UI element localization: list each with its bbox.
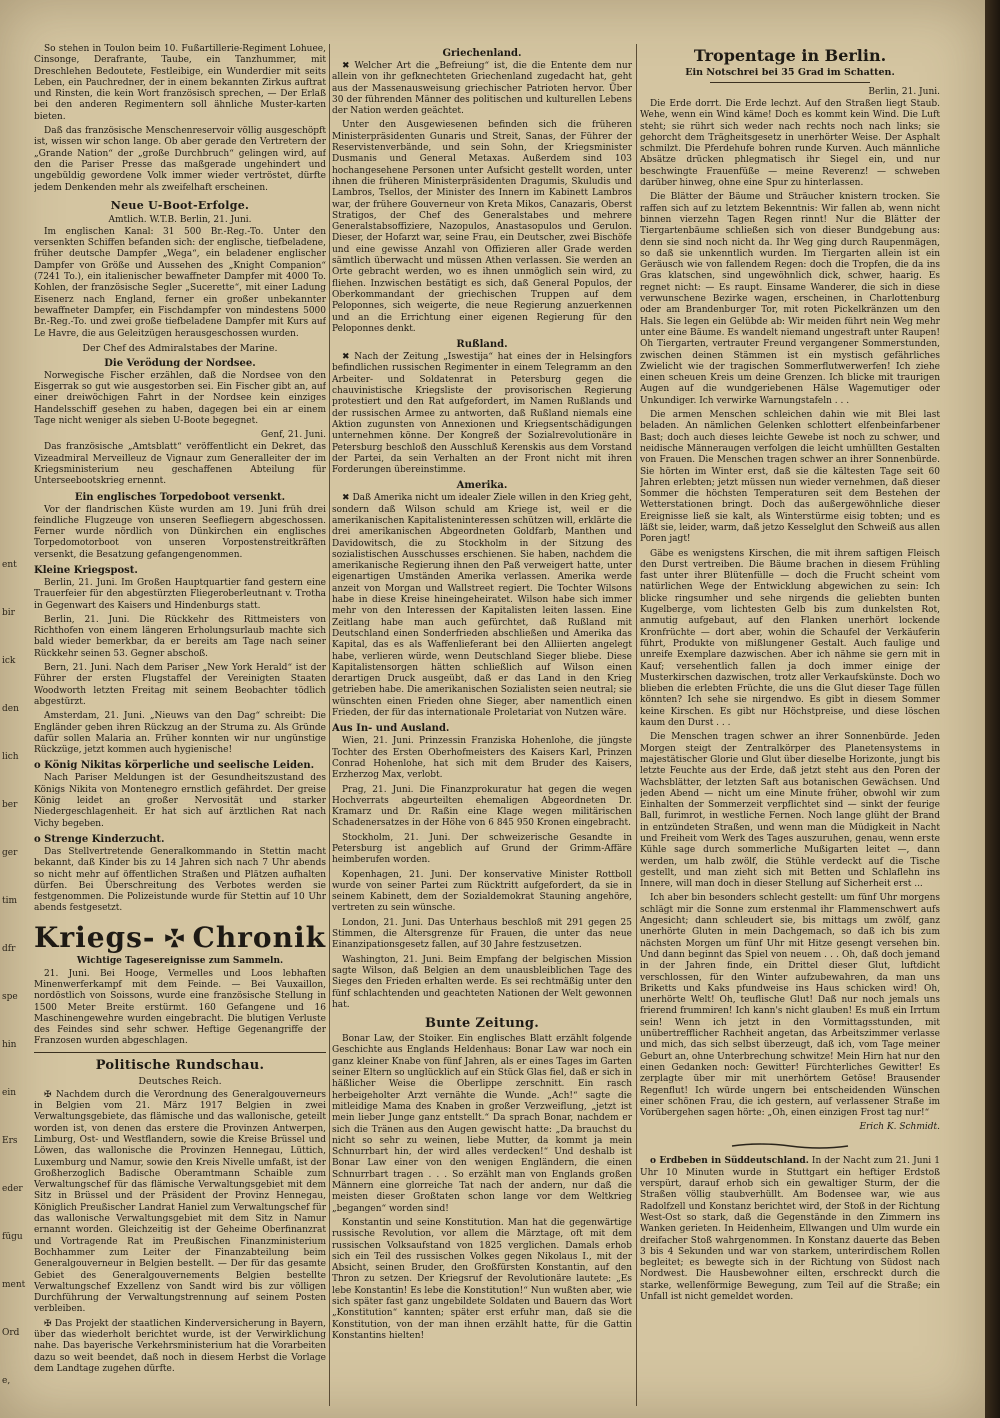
- headline-bunte-zeitung: Bunte Zeitung.: [424, 1016, 540, 1032]
- article-paragraph: So stehen in Toulon beim 10. Fußartillerie-Regiment Lohuee, Cinsonge, Derafrante, Taube, ein Tanzhummer, mit Dreschlehen Bedoutete, Festleibige, ein Wunderdier mit seits Leben, ein Pauchredner, der in einem bekannten Zirkus auftrat und Rinsten, die kein Wort französisch sprechen, — Der Erlaß bei den anderen Regimentern soll ähnliche Muster-karten bieten.: [34, 44, 326, 122]
- erdbeben-text: In der Nacht zum 21. Juni 1 Uhr 10 Minuten wurde in Stuttgart ein heftiger Erdstoß verspürt, darauf erhob sich ein gewaltiger Sturm, der die Straßen völlig staubverhüllt. Am Bodensee war, wie aus Radolfzell und Konstanz berichtet wird, der Stoß in der Richtung West-Ost so stark, daß die Gegenstände in den Zimmern ins Wanken gerieten. In Heidenheim, Ellwangen und Ulm wurde ein dreifacher Stoß wahrgenommen. In Konstanz dauerte das Beben 3 bis 4 Sekunden und war von starkem, unterirdischem Rollen begleitet; es bewegte sich in der Richtung von Südost nach Nordwest. Die Hausbewohner eilten, erschreckt durch die starke, wellenförmige Bewegung, zum Teil auf die Straße; ein Unfall ist nicht gemeldet worden.: [640, 1156, 940, 1302]
- headline-russland: Rußland.: [456, 339, 508, 351]
- cut-text-fragment: bir: [2, 608, 15, 618]
- cut-text-fragment: spe: [2, 992, 18, 1002]
- chronik-entry: 21. Juni. Bei Hooge, Vermelles und Loos lebhaften Minenwerferkampf mit dem Feinde. — Bei Vauxaillon, nordöstlich von Soissons, wurde eine französische Stellung in 1500 Meter Breite erstürmt. 160 Gefangene und 16 Maschinengewehre wurden eingebracht. Die blutigen Verluste des Feindes sind sehr schwer. Heftige Gegenangriffe der Franzosen wurden abgeschlagen.: [34, 968, 326, 1047]
- kriegs-chronik-banner: [34, 921, 326, 955]
- dateline: Genf, 21. Juni.: [260, 430, 326, 441]
- article-paragraph: Das französische „Amtsblatt“ veröffentlicht ein Dekret, das Vizeadmiral Merveilleuz de Vignaur zum Generalleiter der im Kriegsministerium neu geschaffenen Abteilung für Unterseebootskrieg ernennt.: [34, 442, 326, 487]
- article-paragraph: Die Menschen tragen schwer an ihrer Sonnenbürde. Jeden Morgen steigt der Zentralkörper des Planetensystems in majestätischer Glorie und Glut über dieselbe Horizonte, jungt bis letzte Feuchte aus der Erde, daß jetzt steht aus den Poren der Wachsblätter, der letzten Saft aus botanischen Gewächsen. Und jeden Abend — nicht um eine Minute früher, obwohl wir zum Einhalten der Sommerzeit verpflichtet sind — sinkt der feurige Ball, furimrot, in westliche Fernen. Noch lange glüht der Brand in entzündeten Straßen, und wenn man die Müdigkeit in Nacht und Freiheit vom Werk des Tages auszuruhen, genau, wenn erste Kühle sage durch sommerliche Mußigarten leitet —, dann werden, um halb zwölf, die Stühle verdeckt auf die Tische gestellt, und man zieht sich mit Betten und Schlaflehn ins Innere, will man doch in dieser Stellung auf Sicherheit erst ...: [640, 732, 940, 890]
- article-paragraph: Bonar Law, der Stoiker. Ein englisches Blatt erzählt folgende Geschichte aus Englands Heldenhaus: Bonar Law war noch ein ganz kleiner Knabe von fünf Jahren, als er eines Tages im Garten seiner Eltern so unglücklich auf ein Stück Glas fiel, daß er sich in häßlicher Weise die Oberlippe zerschnitt. Ein rasch herbeigeholter Arzt vernähte die Wunde. „Ach!“ sagte die mitleidige Mama des Knaben in großer Verzweiflung, „jetzt ist mein lieber Junge ganz entstellt.“ Da sprach Bonar, nachdem er sich die Tränen aus den Augen gewischt hatte: „Da brauchst du nicht so sehr zu weinen, liebe Mutter, da kommt ja mein Schnurrbart hin, der wird alles verdecken!“ Und deshalb ist Bonar Law einer von den wenigen Engländern, die einen Schnurrbart tragen . . . So erzählt man von Englands großen Männern eine glorreiche Tat nach der andern, nur daß die meisten dieser Großtaten schon lange vor dem Weltkrieg „begangen“ worden sind!: [332, 1034, 632, 1214]
- article-paragraph: Unter den Ausgewiesenen befinden sich die früheren Ministerpräsidenten Gunaris und Streit, Sanas, der Führer der Reservistenverbände, und sein Sohn, der Kriegsminister Dusmanis und General Metaxas. Außerdem sind 103 hochangesehene Personen unter Aufsicht gestellt worden, unter ihnen die früheren Ministerpräsidenten Dragumis, Skuludis und Lambros, Tsellos, der Minister des Innern im Kabinett Lambros war, der frühere Gouverneur von Kreta Mikos, Canazaris, Oberst Stratigos, der Chef des Generalstabes und mehrere Generalstabsoffiziere, Nazopulos, Anastasopulos und Gerulon. Dieser, der Hofarzt war, seine Frau, ein Deutscher, zwei Bischöfe und eine gewisse Anzahl von Offizieren aller Grade werden sämtlich überwacht und müssen Athen verlassen. Sie werden an Orte gebracht werden, wo es ihnen unmöglich sein wird, zu fliehen. Inzwischen bestätigt es sich, daß General Populos, der Oberkommandant der griechischen Truppen auf dem Peloponnes, sich weigerte, die neue Regierung anzuerkennen und an die Errichtung einer eigenen Regierung für den Peloponnes denkt.: [332, 120, 632, 334]
- headline-tropentage: Tropentage in Berlin.: [693, 46, 887, 65]
- cut-text-fragment: ick: [2, 656, 16, 666]
- article-paragraph: ✠ Das Projekt der staatlichen Kinderversicherung in Bayern, über das wiederholt berichtet wurde, ist der Verwirklichung nahe. Das bayerische Verkehrsministerium hat die Vorarbeiten dazu so weit beendet, daß noch in diesem Herbst die Vorlage dem Landtage zugehen dürfte.: [34, 1318, 326, 1374]
- headline-politische-rundschau: Politische Rundschau.: [95, 1057, 265, 1073]
- subhead-deutsches-reich: Deutsches Reich.: [138, 1075, 222, 1087]
- news-item: Kopenhagen, 21. Juni. Der konservative Minister Rottboll wurde von seiner Partei zum Rücktritt aufgefordert, da sie in seinem Kabinett, dem der Sozialdemokrat Stauning angehöre, vertreten zu sein wünsche.: [332, 869, 632, 914]
- article-paragraph: Ich aber bin besonders schlecht gestellt: um fünf Uhr morgens schlägt mir die Sonne zum erstenmal ihr Flammenschwert aufs Angesicht; dann schleudert sie, bis mittags um zwölf, ganz unerhörte Gluten in mein Dachgemach, so daß ich bis zum nächsten Morgen um fünf Uhr mit Hitze gesengt versehen bin. Und dann beginnt das Spiel von neuem . . . Oh, daß doch jemand in der Jahren finde, ein Drittel dieser Glut, luftdicht verschlossen, für den Winter aufzubewahren, da man uns Briketts und Kaks pfundweise ins Haus schicken wird! Oh, unerhörte Welt! Oh, teuflische Glut! Daß nur noch jemals uns frierend frummiren! Ich kann's nicht glauben! Es muß ein Irrtum sein! Wenn ich jetzt in den Vormittagsstunden, mit unübertrefflicher Rachheit angetan, das Arbeitszimmer verlasse und mich, das sich selbst überzeugt, daß ich, vom Tage meiner Geburt an, ohne Unterbrechung schwitze! Mein Hirn hat nur den einen Gedanken noch: Gewitter! Fürchterliches Gewitter! Es zerplagte über mir mit unerhörtem Getöse! Brausender Regenflut! Ich würde ungern bei entscheidenden Wünschen einer schönen Frau, die ich gestern, auf verlassener Straße im Vorübergehen sagen hörte: „Oh, einen einzigen Frost tag nur!“: [640, 893, 940, 1119]
- article-paragraph: [640, 1156, 940, 1303]
- cut-text-fragment: ger: [2, 848, 18, 858]
- headline-uboot: Neue U-Boot-Erfolge.: [110, 198, 250, 212]
- news-item: Berlin, 21. Juni. Die Rückkehr des Rittmeisters von Richthofen von einem längeren Erholungsurlaub machte sich bald wieder bemerkbar, da er bereits am Tage nach seiner Rückkehr seinen 53. Gegner abschoß.: [34, 614, 326, 659]
- news-item: Berlin, 21. Juni. Im Großen Hauptquartier fand gestern eine Trauerfeier für den abgestürzten Fliegeroberleutnant v. Trotha in Gegenwart des Kaisers und Hindenburgs statt.: [34, 577, 326, 611]
- article-paragraph: Vor der flandrischen Küste wurden am 19. Juni früh drei feindliche Flugzeuge von unseren Seefliegern abgeschossen. Ferner wurde nördlich von Dünkirchen ein englisches Torpedomotorboot von unseren Vorpostenstreitkräften versenkt, die Besatzung gefangengenommen.: [34, 504, 326, 560]
- news-item: Prag, 21. Juni. Die Finanzprokuratur hat gegen die wegen Hochverrats abgeurteilten ehemaligen Abgeordneten Dr. Kramarz und Dr. Raßin eine Klage wegen militärischen Schadenersatzes in der Höhe von 6 845 950 Kronen eingebracht.: [332, 784, 632, 829]
- cut-text-fragment: e,: [2, 1376, 11, 1386]
- article-paragraph: ✠ Nachdem durch die Verordnung des Generalgouverneurs in Belgien vom 21. März 1917 Belgien in zwei Verwaltungsgebiete, das flämische und das wallonische, geteilt worden ist, von denen das erstere die Provinzen Antwerpen, Limburg, Ost- und Westflandern, sowie die Kreise Brüssel und Löwen, das wallonische die Provinzen Hennegau, Lüttich, Luxemburg und Namur, sowie den Kreis Nivelle umfaßt, ist der Großherzoglich Badische Oberamtmann Schaible zum Verwaltungschef für das flämische Verwaltungsgebiet mit dem Sitz in Brüssel und der Präsident der Provinz Hennegau, Königlich Preußischer Landrat Haniel zum Verwaltungschef für das wallonische Verwaltungsgebiet mit dem Sitz in Namur ernannt worden. Gleichzeitig ist der Geheime Oberfinanzrat und Vortragende Rat im Preußischen Finanzministerium Bochhammer zum Leiter der Finanzabteilung beim Generalgouverneur in Belgien bestellt. — Der für das gesamte Gebiet des Generalgouvernements Belgien bestellte Verwaltungschef Exzellenz von Sandt wird bis zur völligen Durchführung der Verwaltungstrennung auf seinem Posten verbleiben.: [34, 1089, 326, 1315]
- cut-text-fragment: Ord: [2, 1328, 20, 1338]
- chronik-word-left: Kriegs-: [34, 920, 156, 954]
- article-paragraph: ✖ Daß Amerika nicht um idealer Ziele willen in den Krieg geht, sondern daß Wilson schuld am Kriege ist, weil er die amerikanischen Kapitalisteninteressen schützen will, erklärte die drei amerikanischen Abgeordneten Goldfarb, Manthen und Davidowitsch, die zu Stockholm in der Sitzung des sozialistischen Ausschusses erschienen. Sie haben, nachdem die amerikanische Regierung ihnen den Paß verweigert hatte, unter eigenartigen Umständen Amerika verlassen. Amerika werde anzeit von Morgan und Wallstreet regiert. Die Tochter Wilsons habe in diese Kreise hineingeheiratet. Wilson habe sich immer mehr von den Interessen der Kapitalisten leiten lassen. Eine Zeitlang habe man auch gefürchtet, daß Rußland mit Deutschland einen Sonderfrieden abschließen und Amerika das Kapital, das es als Waffenlieferant bei den Alliierten angelegt habe, verlieren würde, wenn Deutschland Sieger bliebe. Diese Kapitalistensorgen hätten schließlich auf Wilson einen derartigen Druck ausgeübt, daß er das Land in den Krieg getrieben habe. Die amerikanischen Sozialisten seien neutral; sie wünschten einen Frieden ohne Sieger, aber namentlich einen Frieden, der für das internationale Proletariat von Nutzen wäre.: [332, 493, 632, 719]
- article-paragraph: Die Blätter der Bäume und Sträucher knistern trocken. Sie raffen sich auf zu letztem Bekenntnis: Wir fallen ab, wenn nicht binnen vierzehn Tagen Regen rinnt! Nur die Blätter der Tiergartenbäume schließen sich von dieser Bundgebung aus: denn sie sind noch nicht da. Ihr Weg ging durch Raupenmägen, so daß sie unkenntlich wurden. Im Tiergarten allein ist ein Geräusch wie von fallendem Regen: doch die Tropfen, die da ins Gras klatschen, sind ungewöhnlich dick, schwer, haarig. Es regnet nicht: — Es raupt. Einsame Wanderer, die sich in diese verwunschene Bezirke wagen, erscheinen, in Charlottenburg oder am Brandenburger Tor, mit roten Pickelkränzen um den Hals. Sie legen ein Gelübde ab: Wir meiden führt nein Weg mehr unter eine Bäume. Es wandelt niemand ungestraft unter Raupen! Oh Tiergarten, vertrauter Freund vergangener Sommerstunden, zwischen deinen Stämmen ist ein mystisch gefährliches Zwielicht wie der tragischen Sommerflutwerwerfen! Ich ziehe einen scheuen Kreis um deine Grenzen. Ich blicke mit traurigen Augen auf die wundgeriebenen Hälse Wagemutiger oder Unkundiger. Ich verwirke Warnungstafeln . . .: [640, 192, 940, 406]
- news-item: London, 21. Juni. Das Unterhaus beschloß mit 291 gegen 25 Stimmen, die Altersgrenze für Frauen, die unter das neue Einanzipationsgesetz fallen, auf 30 Jahre festzusetzen.: [332, 917, 632, 951]
- news-item: Amsterdam, 21. Juni. „Nieuws van den Dag“ schreibt: Die Engländer geben ihren Rückzug an der Struma zu. Als Gründe dafür sollen Malaria an. Früher konnten wir nur ungünstige Rückzüge, jetzt kommen auch hygienische!: [34, 711, 326, 756]
- cut-text-fragment: lich: [2, 752, 19, 762]
- headline-torpedo: Ein englisches Torpedoboot versenkt.: [74, 491, 286, 503]
- headline-griechenland: Griechenland.: [442, 48, 522, 59]
- column-rule: [636, 44, 637, 1406]
- headline-nikita: o König Nikitas körperliche und seelische Leiden.: [34, 760, 315, 772]
- column-left: [34, 44, 326, 1414]
- book-spine: [985, 0, 1000, 1418]
- article-paragraph: Die armen Menschen schleichen dahin wie mit Blei last beladen. An nämlichen Gelenken schlottert elfenbeinfarbener Bast; doch auch dieses leichte Gewebe ist noch zu schwer, und neidische Männeraugen verfolgen die leicht umhüllten Gestalten von Frauen. Die Menschen tragen schwer an ihrer Sonnenbürde. Sie hörten im Winter erst, daß sie die kältesten Tage seit 60 Jahren erlebten; jetzt müssen nun wieder vernehmen, daß dieser Sommer die höchsten Temperaturen seit dem Bestehen der Wetterstationen bringt. Doch das außergewöhnliche dieser Ereignisse ließ sie kalt, als Winterstürme eisig tobten; und es läßt sie, leider, warm, daß jetzo Kesselglut den Schweiß aus allen Poren jagt!: [640, 410, 940, 545]
- dateline: Amtlich. W.T.B. Berlin, 21. Juni.: [108, 214, 252, 225]
- chronik-word-right: Chronik: [192, 920, 326, 954]
- signature: Der Chef des Admiralstabes der Marine.: [82, 342, 278, 354]
- article-paragraph: ✖ Nach der Zeitung „Iswestija“ hat eines der in Helsingfors befindlichen russischen Regimenter in einem Telegramm an den Arbeiter- und Soldatenrat in Petersburg gegen die chauvinistische Kriegsliste der provisorischen Regierung protestiert und den Rat aufgefordert, im Namen Rußlands und der russischen Armee zu antworten, daß Rußland niemals eine Aktion zugunsten von Annexionen und Kriegsentschädigungen unternehmen könne. Der Kongreß der Sozialrevolutionäre in Petersburg beschloß den Ausschluß Kerenskis aus dem Vorstand der Partei, da sein Verhalten an der Front nicht mit ihren Forderungen übereinstimme.: [332, 352, 632, 476]
- cut-text-fragment: fügu: [2, 1232, 23, 1242]
- cut-text-fragment: eder: [2, 1184, 23, 1194]
- article-paragraph: Nach Pariser Meldungen ist der Gesundheitszustand des Königs Nikita von Montenegro ernstlich gefährdet. Der greise König leidet an großer Nervosität und starker Niedergeschlagenheit. Er hat sich auf ärztlichen Rat nach Vichy begeben.: [34, 773, 326, 829]
- news-item: Stockholm, 21. Juni. Der schweizerische Gesandte in Petersburg ist angeblich auf Grund der Grimm-Affäre heimberufen worden.: [332, 832, 632, 866]
- cut-text-fragment: Ers: [2, 1136, 18, 1146]
- divider: [710, 82, 870, 83]
- headline-in-ausland: Aus In- und Ausland.: [332, 723, 450, 735]
- article-paragraph: Im englischen Kanal: 31 500 Br.-Reg.-To. Unter den versenkten Schiffen befanden sich: der englische, tiefbeladene, früher deutsche Dampfer „Wega“, ein beladener englischer Dampfer von Größe und Aussehen des „Knight Companion“ (7241 To.), ein italienischer bewaffneter Dampfer mit 4000 To. Kohlen, der französische Segler „Sucerette“, mit einer Ladung Eisenerz nach England, ferner ein großer unbekannter bewaffneter Dampfer, ein Fischdampfer von mindestens 5000 Br.-Reg.-To. und zwei große tiefbeladene Dampfer mit Kurs auf Le Havre, die aus Geleitzügen herausgeschossen wurden.: [34, 226, 326, 339]
- left-cut-column: [0, 0, 28, 1418]
- subtitle-tropentage: Ein Notschrei bei 35 Grad im Schatten.: [685, 67, 895, 78]
- cut-text-fragment: ent: [2, 560, 17, 570]
- article-paragraph: ✖ Welcher Art die „Befreiung“ ist, die die Entente dem nur allein von ihr gefknechteten Griechenland zugedacht hat, geht aus der Massenausweisung griechischer Patrioten hervor. Über 30 der führenden Männer des politischen und kulturellen Lebens der Nation werden geächtet.: [332, 61, 632, 117]
- dateline: Berlin, 21. Juni.: [868, 87, 940, 97]
- ornament-divider: [640, 1135, 940, 1154]
- cut-text-fragment: tim: [2, 896, 18, 906]
- author-signature: Erich K. Schmidt.: [859, 1122, 940, 1133]
- headline-kriegspost: Kleine Kriegspost.: [34, 564, 138, 576]
- cut-text-fragment: den: [2, 704, 19, 714]
- news-item: Wien, 21. Juni. Prinzessin Franziska Hohenlohe, die jüngste Tochter des Ersten Oberhofmeisters des Kaisers Karl, Prinzen Conrad Hohenlohe, hat sich mit dem Bruder des Kaisers, Erzherzog Max, verlobt.: [332, 736, 632, 781]
- article-paragraph: Die Erde dorrt. Die Erde lechzt. Auf den Straßen liegt Staub. Wehe, wenn ein Wind käme! Doch es kommt kein Wind. Die Luft steht; sie rührt sich weder nach rechts noch nach links; sie gehorcht dem Trägheitsgesetz in unerhörter Weise. Der Asphalt schmilzt. Die Pferdehufe bohren runde Kurven. Auch männliche Absätze drücken phlegmatisch ihr Siegel ein, und nur beschwingte Frauenfüße — meine Reverenz! — schweben darüber hinweg, ohne eine Spur zu hinterlassen.: [640, 99, 940, 189]
- column-rule: [329, 44, 330, 1406]
- article-paragraph: Gäbe es wenigstens Kirschen, die mit ihrem saftigen Fleisch den Durst vertreiben. Die Bäume brachen in diesem Frühling fast unter ihrer Blütenfülle — doch die Frucht scheint vom natürlichen Wege der Entwicklung abgewichen zu sein: Ich blicke ringsumher und sehe nirgends die geliebten bunten Kugelberge, vom lichtesten Gelb bis zum dunkelsten Rot, anmutig aufgebaut, auf den Flanken unerhört lockende Kronfrüchte — dort aber, wohin die Schaufel der Verkäuferin führt, Produkte von mißlungener Gestalt. Auch faulige und unreife Exemplare dazwischen. Aber ich nähme sie gern mit in Kauf; versehentlich fallen ja doch immer einige der Musterkirschen dazwischen, trotz aller Verkaufskünste. Doch wo blieben die erlebten Früchte, die uns die Glut dieser Tage füllen könnten? Ich sehe sie nirgendwo. Es gibt in diesem Sommer keine Kirschen. Es gibt nur Höchstpreise, und diese löschen kaum den Durst . . .: [640, 548, 940, 729]
- article-paragraph: Daß das französische Menschenreservoir völlig ausgeschöpft ist, wissen wir schon lange. Ob aber gerade den Vertretern der „Grande Nation“ der „große Durchbruch“ gelingen wird, auf den die Pariser Presse das maßgerade ungehindert und ungebüldig gewordene Volk immer wieder vertröstet, dürfte jedem Denkenden mehr als zweifelhaft erscheinen.: [34, 126, 326, 193]
- column-middle: [332, 44, 632, 1414]
- article-paragraph: Konstantin und seine Konstitution. Man hat die gegenwärtige russische Revolution, vor allem die Märztage, oft mit dem russischen Volksaufstand von 1825 verglichen. Damals erhob sich ein Teil des russischen Volkes gegen Nikolaus I., mit der Absicht, seinen Bruder, den Großfürsten Konstantin, auf den Thron zu setzen. Der Kriegsruf der Revolutionäre lautete: „Es lebe Konstantin! Es lebe die Konstitution!“ Nun wußten aber, wie sich später fast ganz ungebildete Soldaten und Bauern das Wort „Konstitution“ kannten; später erst erfuhr man, daß sie die Konstitution, von der man ihnen erzählt hatte, für die Gattin Konstantins hielten!: [332, 1217, 632, 1341]
- news-item: Bern, 21. Juni. Nach dem Pariser „New York Herald“ ist der Führer der ersten Flugstaffel der Vereinigten Staaten Woodworth letzten Freitag mit seinem Beobachter tödlich abgestürzt.: [34, 663, 326, 707]
- iron-cross-icon: [164, 921, 185, 955]
- cut-text-fragment: ein: [2, 1088, 17, 1098]
- column-right: [640, 44, 940, 1414]
- article-paragraph: Das Stellvertretende Generalkommando in Stettin macht bekannt, daß Kinder bis zu 14 Jahren sich nach 7 Uhr abends so nicht mehr auf öffentlichen Straßen und Plätzen aufhalten dürfen. Bei Überschreitung des Verbotes werden sie festgenommen. Die Polizeistunde wurde für Stettin auf 10 Uhr abends festgesetzt.: [34, 846, 326, 914]
- headline-nordsee: Die Verödung der Nordsee.: [104, 357, 256, 369]
- chronik-subtitle: Wichtige Tagesereignisse zum Sammeln.: [76, 955, 284, 966]
- cut-text-fragment: hin: [2, 1040, 17, 1050]
- cut-text-fragment: dfr: [2, 944, 16, 954]
- headline-kinderzucht: o Strenge Kinderzucht.: [34, 833, 165, 845]
- cut-text-fragment: ment: [2, 1280, 26, 1290]
- headline-amerika: Amerika.: [456, 480, 508, 492]
- headline-erdbeben: o Erdbeben in Süddeutschland.: [650, 1156, 809, 1167]
- news-item: Washington, 21. Juni. Beim Empfang der belgischen Mission sagte Wilson, daß Belgien an dem unausbleiblichen Tage des Sieges den Frieden erhalten werde. Es sei rechtmäßig unter den fünf schlachtenden und geachteten Nationen der Welt gewonnen hat.: [332, 954, 632, 1010]
- article-paragraph: Norwegische Fischer erzählen, daß die Nordsee von den Eisgerrak so gut wie ausgestorben sei. Ein Fischer gibt an, auf einer dreiwöchigen Fahrt in der Nordsee kein einziges Handelsschiff gesehen zu haben, dagegen bei ein ar einem Tage nicht weniger als sieben U-Boote begegnet.: [34, 370, 326, 427]
- divider: [34, 1052, 326, 1053]
- cut-text-fragment: ber: [2, 800, 18, 810]
